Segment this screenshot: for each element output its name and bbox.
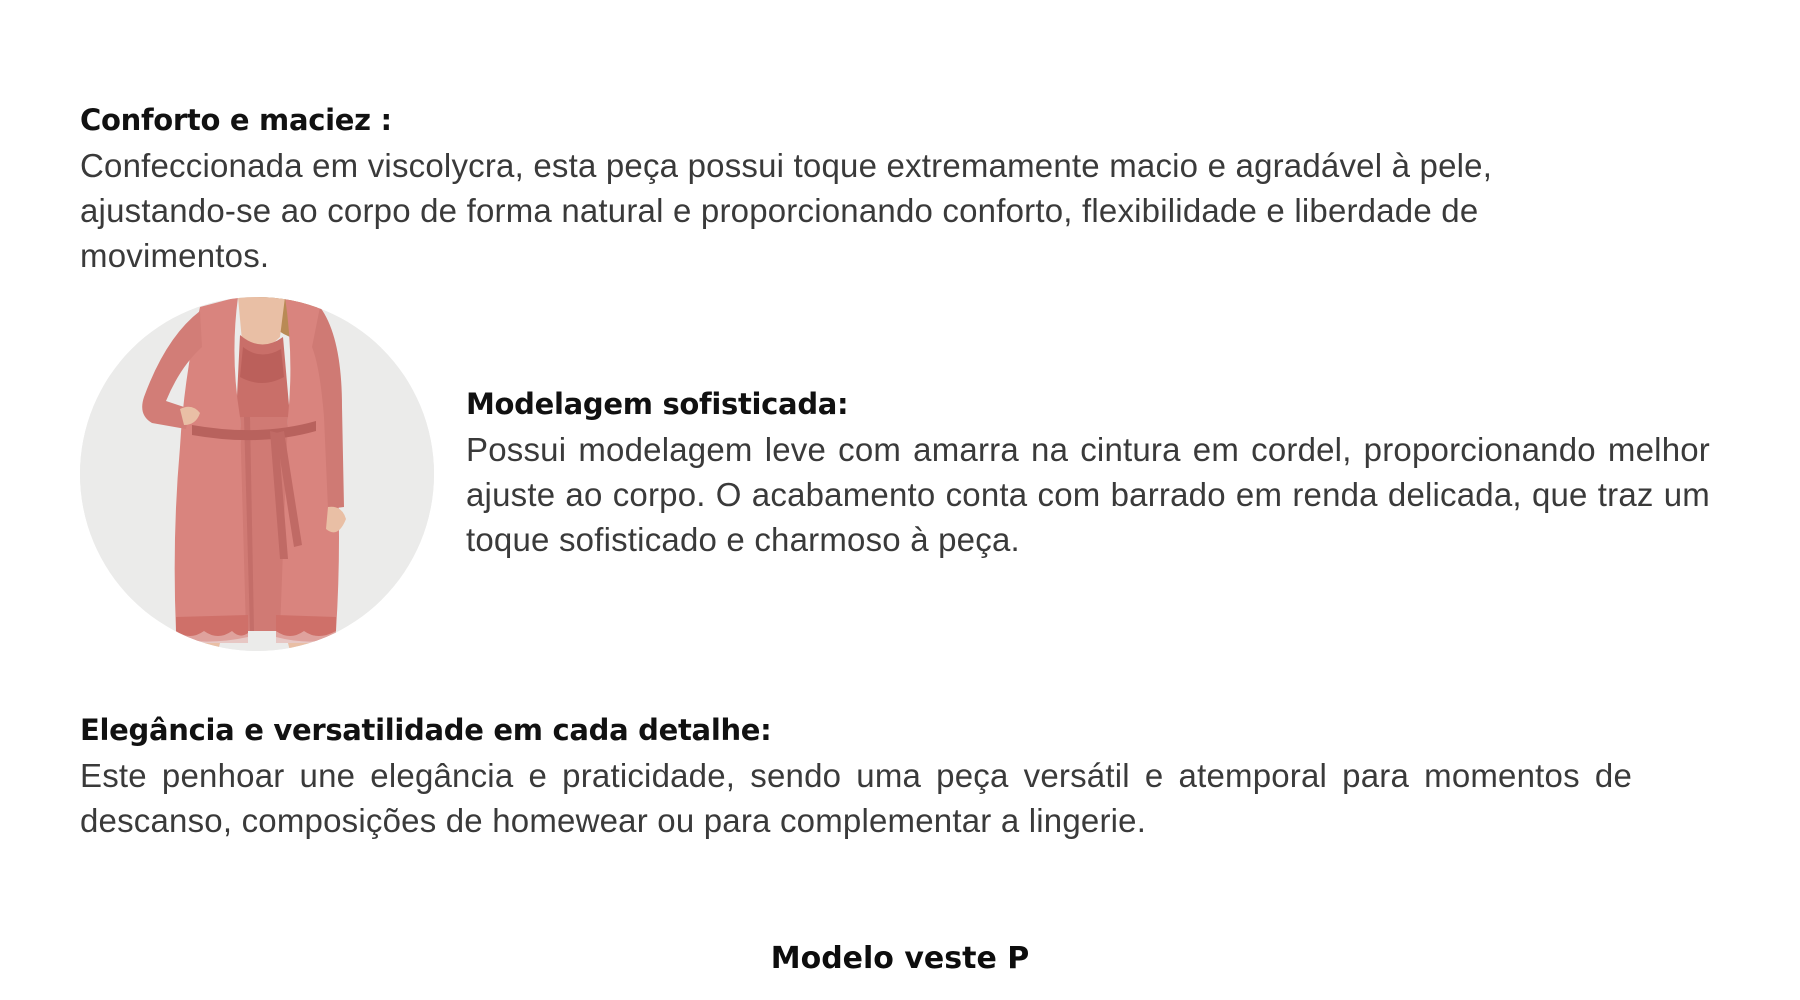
modeling-text: Possui modelagem leve com amarra na cintura em cordel, proporcionando melhor ajuste ao corpo. O acabamento conta com barrado em renda delicada, que traz um toque sofisticado e charmoso à peça. [466,431,1710,558]
elegance-title: Elegância e versatilidade em cada detalhe: [80,713,772,747]
elegance-section [80,707,1632,843]
product-photo [80,297,434,651]
model-size-note: Modelo veste P [770,941,1030,976]
comfort-title: Conforto e maciez : [80,103,392,137]
robe-model-photo-icon [80,297,434,651]
comfort-text: Confeccionada em viscolycra, esta peça possui toque extremamente macio e agradável à pele, ajustando-se ao corpo de forma natural e proporcionando conforto, flexibilidade e liberdade de movimentos. [80,147,1493,274]
comfort-section [80,97,1610,278]
elegance-text: Este penhoar une elegância e praticidade, sendo uma peça versátil e atemporal para momentos de descanso, composições de homewear ou para complementar a lingerie. [80,757,1632,839]
modeling-title: Modelagem sofisticada: [466,387,849,421]
modeling-section [466,381,1710,562]
